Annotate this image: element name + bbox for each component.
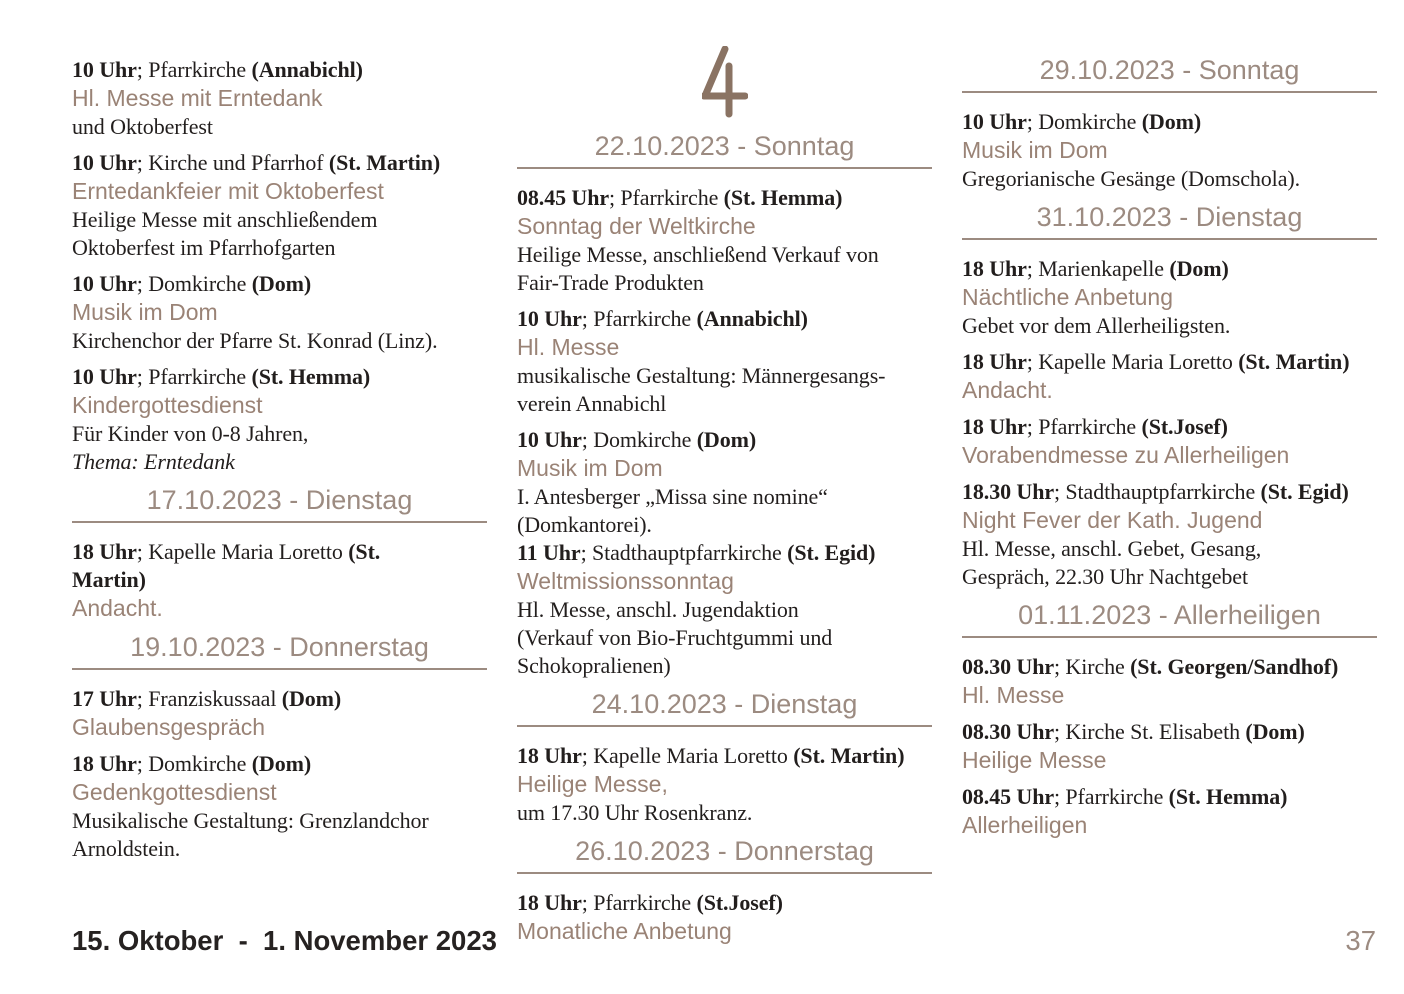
event-item [72, 750, 487, 863]
event-title: Musik im Dom [962, 137, 1108, 163]
event-item [72, 538, 487, 623]
event-description-line: Schokopralienen) [517, 653, 671, 678]
event-headline [517, 889, 932, 917]
event-title: Glaubensgespräch [72, 714, 266, 740]
event-head-bold-segment: 18.30 Uhr [962, 479, 1054, 504]
event-title: Hl. Messe [517, 334, 620, 360]
event-head-segment: ; Pfarrkirche [581, 890, 697, 915]
event-head-segment: ; Kirche St. Elisabeth [1054, 719, 1246, 744]
event-title: Kindergottesdienst [72, 392, 263, 418]
event-description-line: Für Kinder von 0-8 Jahren, [72, 421, 309, 446]
event-title: Gedenkgottesdienst [72, 779, 277, 805]
event-head-bold-segment: 17 Uhr [72, 686, 137, 711]
event-title: Heilige Messe, [517, 771, 668, 797]
event-item [72, 56, 487, 141]
event-description-line: Oktoberfest im Pfarrhofgarten [72, 235, 336, 260]
event-title: Heilige Messe [962, 747, 1107, 773]
page-footer [72, 925, 1376, 957]
event-head-bold-segment: 18 Uhr [962, 414, 1027, 439]
event-head-segment: ; Pfarrkirche [1054, 784, 1169, 809]
event-head-bold-segment: (St.Josef) [696, 890, 783, 915]
event-item [962, 348, 1377, 405]
event-item [962, 783, 1377, 840]
event-headline [72, 685, 487, 713]
date-heading: 22.10.2023 - Sonntag [517, 131, 932, 169]
event-description-line: (Domkantorei). [517, 512, 652, 537]
event-head-bold-segment: 10 Uhr [72, 150, 137, 175]
event-head-segment: ; Pfarrkirche [609, 185, 724, 210]
event-title: Allerheiligen [962, 812, 1088, 838]
date-heading: 26.10.2023 - Donnerstag [517, 836, 932, 874]
date-heading: 24.10.2023 - Dienstag [517, 689, 932, 727]
event-head-bold-segment: (Annabichl) [696, 306, 808, 331]
event-item [517, 539, 932, 680]
event-title: Hl. Messe mit Erntedank [72, 85, 323, 111]
event-head-bold-segment: (Dom) [696, 427, 757, 452]
event-item [962, 718, 1377, 775]
event-description-line: Kirchenchor der Pfarre St. Konrad (Linz). [72, 328, 438, 353]
event-item [72, 363, 487, 476]
event-description-line: Gregorianische Gesänge (Domschola). [962, 166, 1300, 191]
event-head-bold-segment: (Dom) [1245, 719, 1305, 744]
event-head-segment: ; Kapelle Maria Loretto [136, 539, 349, 564]
event-head-segment: ; Pfarrkirche [136, 364, 252, 389]
event-item [962, 653, 1377, 710]
event-head-bold-segment: 18 Uhr [962, 349, 1027, 374]
event-description-line: I. Antesberger „Missa sine nomine“ [517, 484, 828, 509]
event-head-bold-segment: 18 Uhr [72, 751, 137, 776]
event-head-segment: ; Domkirche [1026, 109, 1142, 134]
event-head-bold-segment: (St. Egid) [1260, 479, 1349, 504]
event-head-bold-segment: 10 Uhr [517, 427, 582, 452]
event-item [962, 108, 1377, 193]
event-head-bold-segment: Martin) [72, 567, 146, 592]
event-head-segment: ; Franziskussaal [136, 686, 282, 711]
event-headline [962, 783, 1377, 811]
event-head-segment: ; Kapelle Maria Loretto [1026, 349, 1239, 374]
event-title: Sonntag der Weltkirche [517, 213, 756, 239]
event-head-bold-segment: 18 Uhr [517, 890, 582, 915]
event-head-bold-segment: 08.45 Uhr [517, 185, 609, 210]
event-head-segment: ; Kapelle Maria Loretto [581, 743, 794, 768]
event-item [962, 478, 1377, 591]
footer-date-range: 15. Oktober - 1. November 2023 [72, 925, 497, 956]
event-headline [72, 56, 487, 84]
events-column [517, 46, 932, 954]
event-head-segment: ; Kirche und Pfarrhof [136, 150, 329, 175]
event-headline [72, 270, 487, 298]
event-head-bold-segment: 11 Uhr [517, 540, 581, 565]
event-head-bold-segment: 18 Uhr [72, 539, 137, 564]
event-headline [72, 538, 487, 566]
event-head-segment: ; Pfarrkirche [1026, 414, 1142, 439]
event-headline [962, 718, 1377, 746]
event-head-bold-segment: 08.30 Uhr [962, 654, 1054, 679]
event-title: Musik im Dom [72, 299, 218, 325]
event-head-bold-segment: (St. Egid) [787, 540, 876, 565]
event-headline [517, 184, 932, 212]
event-item [517, 184, 932, 297]
event-head-bold-segment: 08.30 Uhr [962, 719, 1054, 744]
event-item [72, 270, 487, 355]
event-headline [962, 255, 1377, 283]
event-description-line: musikalische Gestaltung: Männergesangs- [517, 363, 886, 388]
four-cross-icon [517, 46, 932, 122]
date-heading: 17.10.2023 - Dienstag [72, 485, 487, 523]
event-head-bold-segment: (Dom) [1141, 109, 1202, 134]
events-column [962, 46, 1377, 954]
event-item [72, 149, 487, 262]
event-head-bold-segment: (Dom) [251, 271, 312, 296]
event-head-bold-segment: 10 Uhr [72, 271, 137, 296]
event-headline [517, 742, 932, 770]
event-headline [962, 653, 1377, 681]
event-title: Weltmissionssonntag [517, 568, 734, 594]
event-head-bold-segment: 10 Uhr [517, 306, 582, 331]
event-head-bold-segment: (St.Josef) [1141, 414, 1228, 439]
event-title: Andacht. [962, 377, 1053, 403]
event-description-line: Thema: Erntedank [72, 449, 235, 474]
event-head-bold-segment: (St. Hemma) [723, 185, 843, 210]
event-headline [962, 413, 1377, 441]
date-heading: 01.11.2023 - Allerheiligen [962, 600, 1377, 638]
event-head-segment: ; Stadthauptpfarrkirche [580, 540, 788, 565]
event-head-bold-segment: 08.45 Uhr [962, 784, 1054, 809]
event-headline [72, 363, 487, 391]
event-title: Vorabendmesse zu Allerheiligen [962, 442, 1290, 468]
event-head-segment: ; Domkirche [136, 751, 252, 776]
event-head-bold-segment: 10 Uhr [72, 364, 137, 389]
event-description-line: Musikalische Gestaltung: Grenzlandchor [72, 808, 429, 833]
event-description-line: Heilige Messe mit anschließendem [72, 207, 378, 232]
event-description-line: Arnoldstein. [72, 836, 181, 861]
event-item [517, 305, 932, 418]
event-head-segment: ; Domkirche [581, 427, 697, 452]
event-title: Andacht. [72, 595, 163, 621]
event-description-line: (Verkauf von Bio-Fruchtgummi und [517, 625, 833, 650]
event-head-bold-segment: 18 Uhr [962, 256, 1027, 281]
event-head-segment: ; Pfarrkirche [581, 306, 697, 331]
event-title: Night Fever der Kath. Jugend [962, 507, 1263, 533]
page-number: 37 [1345, 925, 1376, 956]
event-title: Musik im Dom [517, 455, 663, 481]
event-head-bold-segment: (St. Hemma) [1168, 784, 1288, 809]
event-headline [517, 305, 932, 333]
event-head-bold-segment: (Dom) [251, 751, 312, 776]
event-headline [72, 566, 487, 594]
event-head-bold-segment: (St. Martin) [328, 150, 441, 175]
date-heading: 31.10.2023 - Dienstag [962, 202, 1377, 240]
event-head-bold-segment: (St. Georgen/Sandhof) [1130, 654, 1339, 679]
event-head-bold-segment: 10 Uhr [72, 57, 137, 82]
event-head-bold-segment: (Dom) [281, 686, 342, 711]
date-heading: 29.10.2023 - Sonntag [962, 55, 1377, 93]
event-headline [962, 348, 1377, 376]
event-item [962, 255, 1377, 340]
event-headline [72, 750, 487, 778]
event-head-bold-segment: (Annabichl) [251, 57, 363, 82]
event-title: Monatliche Anbetung [517, 918, 732, 944]
event-headline [517, 426, 932, 454]
event-head-bold-segment: (St. Martin) [1238, 349, 1350, 374]
event-head-segment: ; Domkirche [136, 271, 252, 296]
event-head-segment: ; Stadthauptpfarrkirche [1054, 479, 1261, 504]
event-item [72, 685, 487, 742]
event-headline [72, 149, 487, 177]
event-title: Hl. Messe [962, 682, 1065, 708]
event-head-bold-segment: (St. Hemma) [251, 364, 371, 389]
event-title: Nächtliche Anbetung [962, 284, 1173, 310]
event-head-segment: ; Pfarrkirche [136, 57, 252, 82]
event-headline [962, 478, 1377, 506]
event-item [962, 413, 1377, 470]
event-description-line: Gebet vor dem Allerheiligsten. [962, 313, 1231, 338]
event-headline [517, 539, 932, 567]
event-description-line: Fair-Trade Produkten [517, 270, 704, 295]
date-heading: 19.10.2023 - Donnerstag [72, 632, 487, 670]
event-description-line: Gespräch, 22.30 Uhr Nachtgebet [962, 564, 1248, 589]
event-head-bold-segment: (St. Martin) [793, 743, 905, 768]
events-column [72, 46, 487, 954]
event-head-bold-segment: (St. [348, 539, 381, 564]
event-head-bold-segment: 18 Uhr [517, 743, 582, 768]
event-description-line: und Oktoberfest [72, 114, 213, 139]
event-head-bold-segment: 10 Uhr [962, 109, 1027, 134]
event-title: Erntedankfeier mit Oktoberfest [72, 178, 384, 204]
event-description-line: Heilige Messe, anschließend Verkauf von [517, 242, 879, 267]
event-description-line: Hl. Messe, anschl. Gebet, Gesang, [962, 536, 1262, 561]
event-description-line: Hl. Messe, anschl. Jugendaktion [517, 597, 799, 622]
event-item [517, 742, 932, 827]
event-description-line: verein Annabichl [517, 391, 667, 416]
event-head-segment: ; Kirche [1054, 654, 1131, 679]
event-item [517, 426, 932, 539]
event-head-bold-segment: (Dom) [1169, 256, 1229, 281]
event-headline [962, 108, 1377, 136]
event-description-line: um 17.30 Uhr Rosenkranz. [517, 800, 753, 825]
event-head-segment: ; Marienkapelle [1026, 256, 1170, 281]
